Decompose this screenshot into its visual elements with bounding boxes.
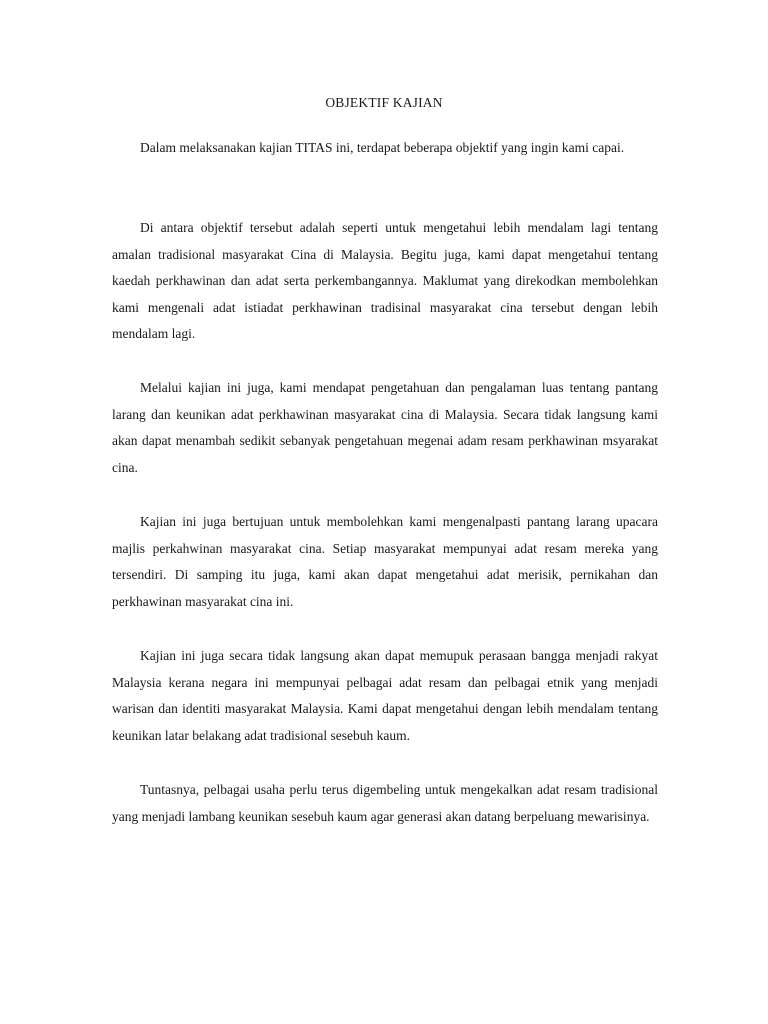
paragraph: Di antara objektif tersebut adalah seperti untuk mengetahui lebih mendalam lagi tentang amalan tradisional masyarakat Cina di Malaysia. Begitu juga, kami dapat mengetahui tentang kaedah perkhawinan dan adat serta perkembangannya. Maklumat yang direkodkan membolehkan kami mengenali adat istiadat perkhawinan tradisinal masyarakat cina tersebut dengan lebih mendalam lagi.: [112, 220, 658, 342]
paragraph: Melalui kajian ini juga, kami mendapat pengetahuan dan pengalaman luas tentang pantang larang dan keunikan adat perkhawinan masyarakat cina di Malaysia. Secara tidak langsung kami akan dapat menambah sedikit sebanyak pengetahuan megenai adam resam perkhawinan msyarakat cina.: [112, 380, 658, 475]
paragraph: Kajian ini juga bertujuan untuk membolehkan kami mengenalpasti pantang larang upacara majlis perkahwinan masyarakat cina. Setiap masyarakat mempunyai adat resam mereka yang tersendiri. Di samping itu juga, kami akan dapat mengetahui adat merisik, pernikahan dan perkhawinan masyarakat cina ini.: [112, 514, 658, 609]
paragraph: Kajian ini juga secara tidak langsung akan dapat memupuk perasaan bangga menjadi rakyat Malaysia kerana negara ini mempunyai pelbagai adat resam dan pelbagai etnik yang menjadi warisan dan identiti masyarakat Malaysia. Kami dapat mengetahui dengan lebih mendalam tentang keunikan latar belakang adat tradisional sesebuh kaum.: [112, 648, 658, 743]
document-title: OBJEKTIF KAJIAN: [325, 95, 443, 110]
paragraph: Dalam melaksanakan kajian TITAS ini, terdapat beberapa objektif yang ingin kami capai.: [140, 140, 625, 155]
paragraph: Tuntasnya, pelbagai usaha perlu terus digembeling untuk mengekalkan adat resam tradisional yang menjadi lambang keunikan sesebuh kaum agar generasi akan datang berpeluang mewarisinya.: [112, 782, 658, 824]
